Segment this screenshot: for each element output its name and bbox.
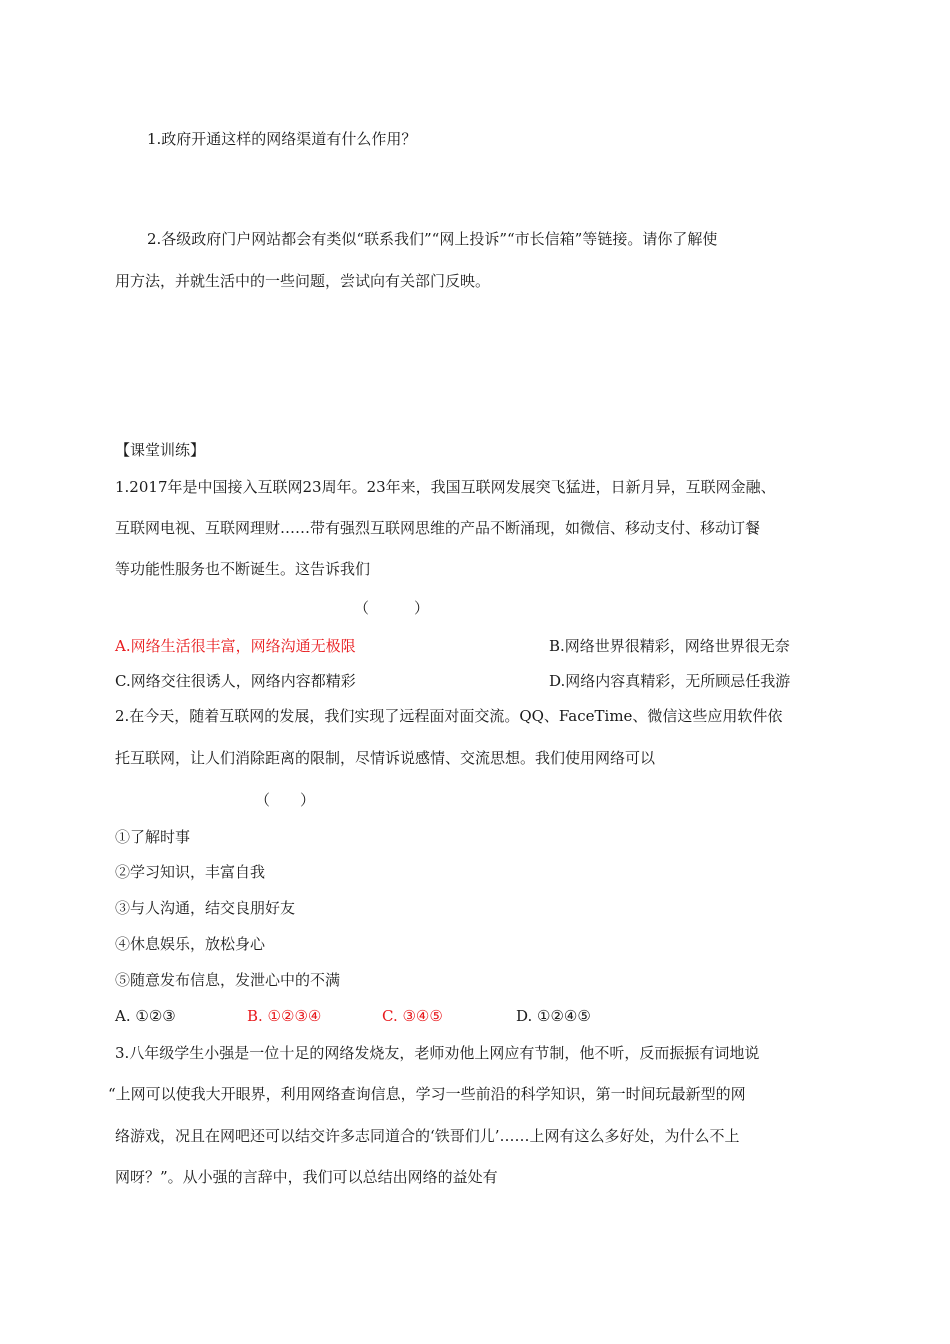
q2-answer-paren: （ ） [255, 791, 316, 809]
q1-answer-paren: （ ） [354, 599, 430, 617]
q3-line-3: 络游戏，况且在网吧还可以结交许多志同道合的‘铁哥们儿’……上网有这么多好处，为什么不上 [115, 1127, 740, 1145]
q2-line-2: 托互联网，让人们消除距离的限制，尽情诉说感情、交流思想。我们使用网络可以 [115, 749, 656, 767]
q3-line-1: 3.八年级学生小强是一位十足的网络发烧友，老师劝他上网应有节制，他不听，反而振振有词地说 [115, 1044, 760, 1062]
q1-option-b: B.网络世界很精彩，网络世界很无奈 [549, 637, 790, 655]
section-title: 【课堂训练】 [115, 441, 206, 459]
q2-option-a: A. ①②③ [115, 1007, 176, 1025]
q2-item-1: ①了解时事 [115, 828, 191, 846]
q3-line-2: “上网可以使我大开眼界，利用网络查询信息，学习一些前沿的科学知识，第一时间玩最新型的网 [108, 1085, 746, 1103]
q2-item-5: ⑤随意发布信息，发泄心中的不满 [115, 971, 341, 989]
q1-option-d: D.网络内容真精彩，无所顾忌任我游 [549, 672, 791, 690]
intro-question-2-line-1: 2.各级政府门户网站都会有类似“联系我们”“网上投诉”“市长信箱”等链接。请你了解使 [147, 230, 718, 248]
q2-option-d: D. ①②④⑤ [516, 1007, 591, 1025]
q1-option-a: A.网络生活很丰富，网络沟通无极限 [115, 637, 356, 655]
q2-line-1: 2.在今天，随着互联网的发展，我们实现了远程面对面交流。QQ、FaceTime、微信这些应用软件依 [115, 707, 783, 725]
q1-line-2: 互联网电视、互联网理财……带有强烈互联网思维的产品不断涌现，如微信、移动支付、移动订餐 [115, 519, 761, 537]
intro-question-2-line-2: 用方法，并就生活中的一些问题，尝试向有关部门反映。 [115, 272, 491, 290]
q1-line-1: 1.2017年是中国接入互联网23周年。23年来，我国互联网发展突飞猛进，日新月异，互联网金融、 [115, 478, 776, 496]
q3-line-4: 网呀？”。从小强的言辞中，我们可以总结出网络的益处有 [115, 1168, 498, 1186]
q2-option-b: B. ①②③④ [247, 1007, 322, 1025]
q2-item-3: ③与人沟通，结交良朋好友 [115, 899, 296, 917]
q2-item-2: ②学习知识，丰富自我 [115, 863, 266, 881]
q1-option-c: C.网络交往很诱人，网络内容都精彩 [115, 672, 356, 690]
q2-option-c-label: C. ③④⑤ [382, 1007, 443, 1025]
q1-line-3: 等功能性服务也不断诞生。这告诉我们 [115, 560, 371, 578]
intro-question-1: 1.政府开通这样的网络渠道有什么作用？ [147, 130, 417, 148]
q2-item-4: ④休息娱乐，放松身心 [115, 935, 266, 953]
